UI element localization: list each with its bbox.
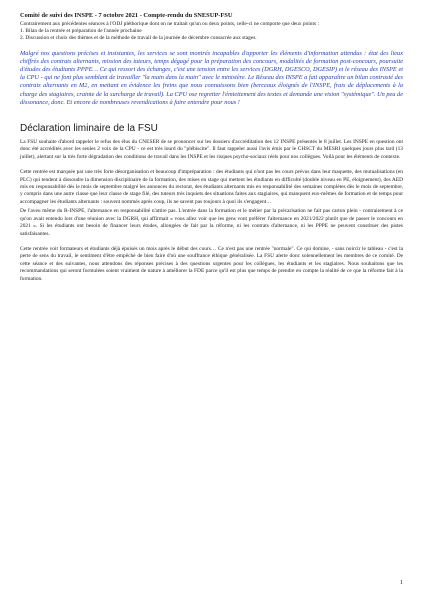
paragraph-conclusion: Cette rentrée voit formateurs et étudiants déjà épuisés un mois après le début des cours… Ce n'est pas une rentrée "normale". Ce qui domine, - sans noircir le tableau - c'est la perte de sens du travail, le sentiment d'être empêché de bien faire d'où une souffrance éthique généralisée. La FSU alerte donc solennellement les membres de ce comité. De cette séance et des suivantes, nous attendons des réponses précises à des questions urgentes pour les collègues, les étudiants et les stagiaires. Nous souhaitons que les recommandations qui seront formulées soient vraiment de nature à améliorer la FDE parce qu'il est plus que temps de prendre en compte la réalité de ce que la réforme fait à la formation. bbox=[20, 245, 403, 282]
intro-block bbox=[20, 21, 403, 43]
paragraph-rentree: Cette rentrée est marquée par une très forte désorganisation et beaucoup d'impréparation : des étudiants qui n'ont pas les cours prévus dans leur maquette, des mutualisations (en PLC) qui tendent à dissoudre la dimension disciplinaire de la formation, des mises en stage qui mettent les étudiants en difficulté (double niveau en PE, éloignement), des AED mis en responsabilité dès le mois de septembre malgré les annonces du rectorat, des étudiants alternants mis en responsabilité des semaines complètes dès le mois de septembre, y compris dans une autre classe que leur classe de stage filé, des tuteurs très inquiets des situations faites aux stagiaires, qui manquent eux-mêmes de formation et de temps pour accompagner les étudiants alternants : souvent nommés après coup, ils ne savent pas toujours à quoi ils s'engagent… bbox=[20, 169, 403, 205]
paragraph-context: La FSU souhaite d'abord rappeler le refus des élus du CNESER de se prononcer sur les dossiers d'accréditation des 12 INSPE présentés le 8 juillet. Les INSPE en question ont donc été accrédités avec les seules 2 voix de la CPU - ce est très lourd du "plébiscite". Il faut rappeler aussi l'avis émis par le CHSCT du MESRI quelques jours plus tard (13 juillet), alertant sur la très forte dégradation des conditions de travail dans les INSPE et les risques psycho-sociaux réels pour nos collègues. Voilà pour les éléments de contexte. bbox=[20, 139, 403, 160]
agenda-item-1: 1. Bilan de la rentrée et préparation de l'année prochaine bbox=[20, 28, 142, 35]
page-number: 1 bbox=[400, 580, 403, 586]
highlight-summary bbox=[20, 50, 403, 107]
agenda-item-2: 2. Discussion et choix des thèmes et de la méthode de travail de la journée de décembre consacrée aux stages. bbox=[20, 35, 257, 42]
highlight-text: Malgré nos questions précises et insistantes, les services se sont montrés incapables d'apporter les éléments d'information attendus : état des lieux chiffrés des contrats alternants, mission des tuteurs, temps dégagé pour la préparation des concours, modalités de formation post-concours, poursuite d'études des étudiants PPPE… Ce qui ressort des échanges, c'est une tension entre les services (DGRH, DGESCO, DGESIP) et le réseau des INSPE et la CPU - qui ne font plus semblant de travailler "la main dans la main" avec le ministère. Le Réseau des INSPE a fait apparaître un bilan contrasté des contrats alternants en M2, en mettant en évidence les freins que nous connaissons bien (berceaux éloignés de l'INSPE, frais de déplacements à la charge des stagiaires, crainte de la surcharge de travail). La CPU ose regretter l'émiettement des textes et demande une vision "systémique". Un peu de dissonance, donc. Et encore de nombreuses revendications à faire entendre pour nous ! bbox=[20, 49, 403, 106]
document-title: Comité de suivi des INSPE - 7 octobre 2021 - Compte-rendu du SNESUP-FSU bbox=[20, 12, 233, 19]
document-content bbox=[20, 12, 403, 291]
declaration-body bbox=[20, 139, 403, 283]
paragraph-alternance: De l'aveu même du R-INSPE, l'alternance en responsabilité n'attire pas. L'entrée dans la formation et le métier par la précarisation ne fait pas carton plein - contrairement à ce qu'on avait entendu lors d'une réunion avec la DGRH, qui affirmait « vous allez voir que les gens vont préférer l'alternance en 2021/2022 plutôt que de passer le concours en 2021 ». Si les étudiants ont besoin de financer leurs études, allongées de fait par la réforme, ni les contrats d'alternance, ni les PPPE ne peuvent constituer des pistes satisfaisantes. bbox=[20, 208, 403, 237]
intro-line: Contrairement aux précédentes séances à l'ODJ pléthorique dont on ne traitait qu'un ou deux points, celle-ci ne comporte que deux points : bbox=[20, 21, 319, 27]
section-heading: Déclaration liminaire de la FSU bbox=[20, 123, 158, 135]
